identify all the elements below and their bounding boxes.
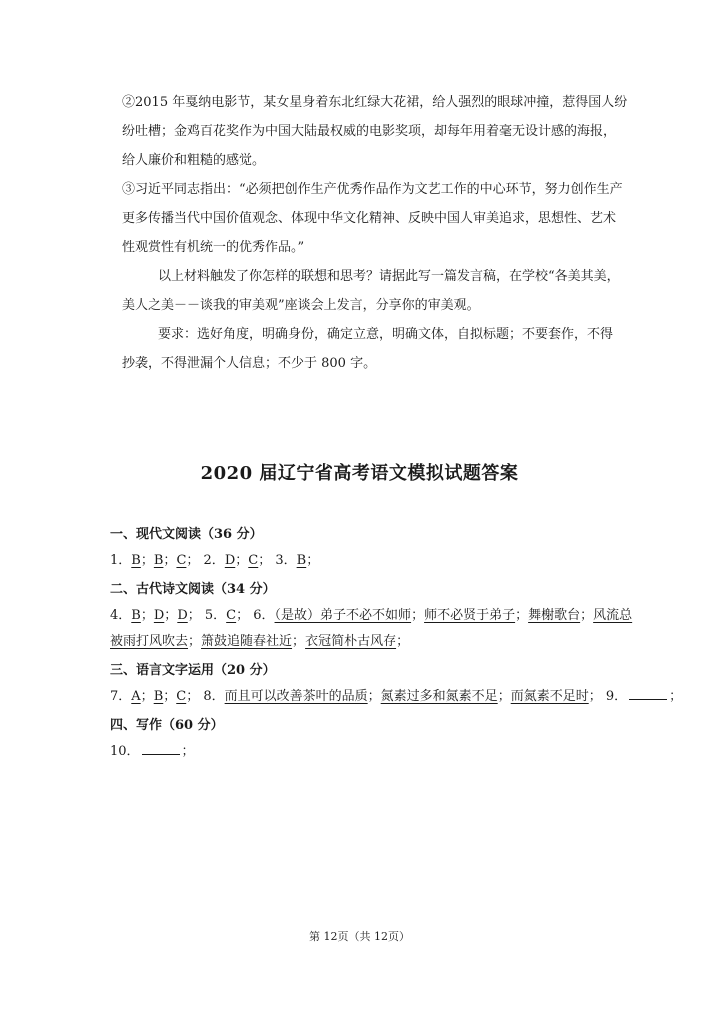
answer: 箫鼓追随春社近 — [201, 634, 293, 649]
answer: C — [248, 553, 259, 568]
section-heading: 四、写作（60 分） — [110, 718, 224, 733]
answer-blank — [142, 742, 180, 755]
answer: 风流总 — [593, 608, 633, 623]
writing-requirement — [122, 320, 620, 378]
question-number: 7． — [110, 689, 132, 704]
section-heading: 二、古代诗文阅读（34 分） — [110, 582, 276, 597]
page-footer: 第 12页（共 12页） — [309, 930, 410, 943]
answer: B — [131, 608, 141, 623]
text-line: 性观赏性有机统一的优秀作品。” — [122, 240, 305, 255]
answer-line: 被雨打风吹去；箫鼓追随春社近；衣冠简朴古风存； — [110, 634, 410, 649]
answer: B — [153, 689, 164, 704]
answer: D — [177, 608, 188, 623]
answer: （是故）弟子不必不如师 — [274, 608, 412, 623]
question-number: 10． — [110, 744, 140, 759]
answer: D — [224, 553, 236, 568]
answer: 师不必贤于弟子 — [424, 608, 516, 623]
text-line: 抄袭，不得泄漏个人信息；不少于 800 字。 — [122, 356, 377, 371]
answer: 氮素过多和氮素不足 — [380, 689, 498, 704]
answer-blank — [629, 687, 667, 700]
text-line: ③习近平同志指出：“必须把创作生产优秀作品作为文艺工作的中心环节，努力创作生产 — [122, 182, 623, 197]
text-line: 纷吐槽；金鸡百花奖作为中国大陆最权威的电影奖项，却每年用着毫无设计感的海报， — [122, 124, 617, 139]
answer: A — [131, 689, 141, 704]
text-line: ②2015 年戛纳电影节，某女星身着东北红绿大花裙，给人强烈的眼球冲撞，惹得国人纷 — [122, 95, 628, 110]
answer: 衣冠简朴古风存 — [305, 634, 397, 649]
answer: D — [153, 608, 165, 623]
question-number: 6． — [253, 608, 275, 623]
text-line: 更多传播当代中国价值观念、体现中华文化精神、反映中国人审美追求，思想性、艺术 — [122, 211, 617, 226]
text-line: 美人之美－－谈我的审美观”座谈会上发言，分享你的审美观。 — [122, 298, 480, 313]
question-number: 2． — [203, 553, 225, 568]
writing-prompt — [122, 262, 620, 320]
answer-line: 7．A；B；C； 8．而且可以改善茶叶的品质；氮素过多和氮素不足；而氮素不足时； 9． ； — [110, 689, 683, 704]
answer-line: 1．B；B；C； 2．D；C； 3．B； — [110, 553, 320, 568]
answer: 被雨打风吹去 — [110, 634, 189, 649]
material-item-3 — [122, 175, 623, 262]
section-heading: 三、语言文字运用（20 分） — [110, 663, 276, 678]
answer: 而且可以改善茶叶的品质 — [224, 689, 368, 704]
answer-line: 4．B；D；D； 5．C； 6．（是故）弟子不必不如师；师不必贤于弟子；舞榭歌台；风流总 — [110, 608, 633, 623]
text-line: 以上材料触发了你怎样的联想和思考？请据此写一篇发言稿，在学校“各美其美， — [158, 269, 620, 284]
question-number: 9． — [605, 689, 628, 704]
answer: C — [226, 608, 237, 623]
answer-title: 2020 届辽宁省高考语文模拟试题答案 — [200, 463, 519, 484]
section-heading: 一、现代文阅读（36 分） — [110, 527, 263, 542]
material-item-2 — [122, 88, 628, 175]
question-number: 8． — [203, 689, 225, 704]
answer: B — [296, 553, 307, 568]
question-number: 3． — [275, 553, 297, 568]
answer: 舞榭歌台 — [528, 608, 581, 623]
question-number: 1． — [110, 553, 132, 568]
answer: C — [176, 553, 187, 568]
text-line: 给人廉价和粗糙的感觉。 — [122, 153, 266, 168]
answer: 而氮素不足时 — [510, 689, 589, 704]
answer: B — [153, 553, 164, 568]
text-line: 要求：选好角度，明确身份，确定立意，明确文体，自拟标题；不要套作，不得 — [158, 327, 614, 342]
question-number: 4． — [110, 608, 132, 623]
answer-line: 10． ； — [110, 744, 195, 759]
answer: C — [176, 689, 187, 704]
answer-section — [110, 522, 683, 765]
answer: B — [131, 553, 141, 568]
question-number: 5． — [204, 608, 227, 623]
